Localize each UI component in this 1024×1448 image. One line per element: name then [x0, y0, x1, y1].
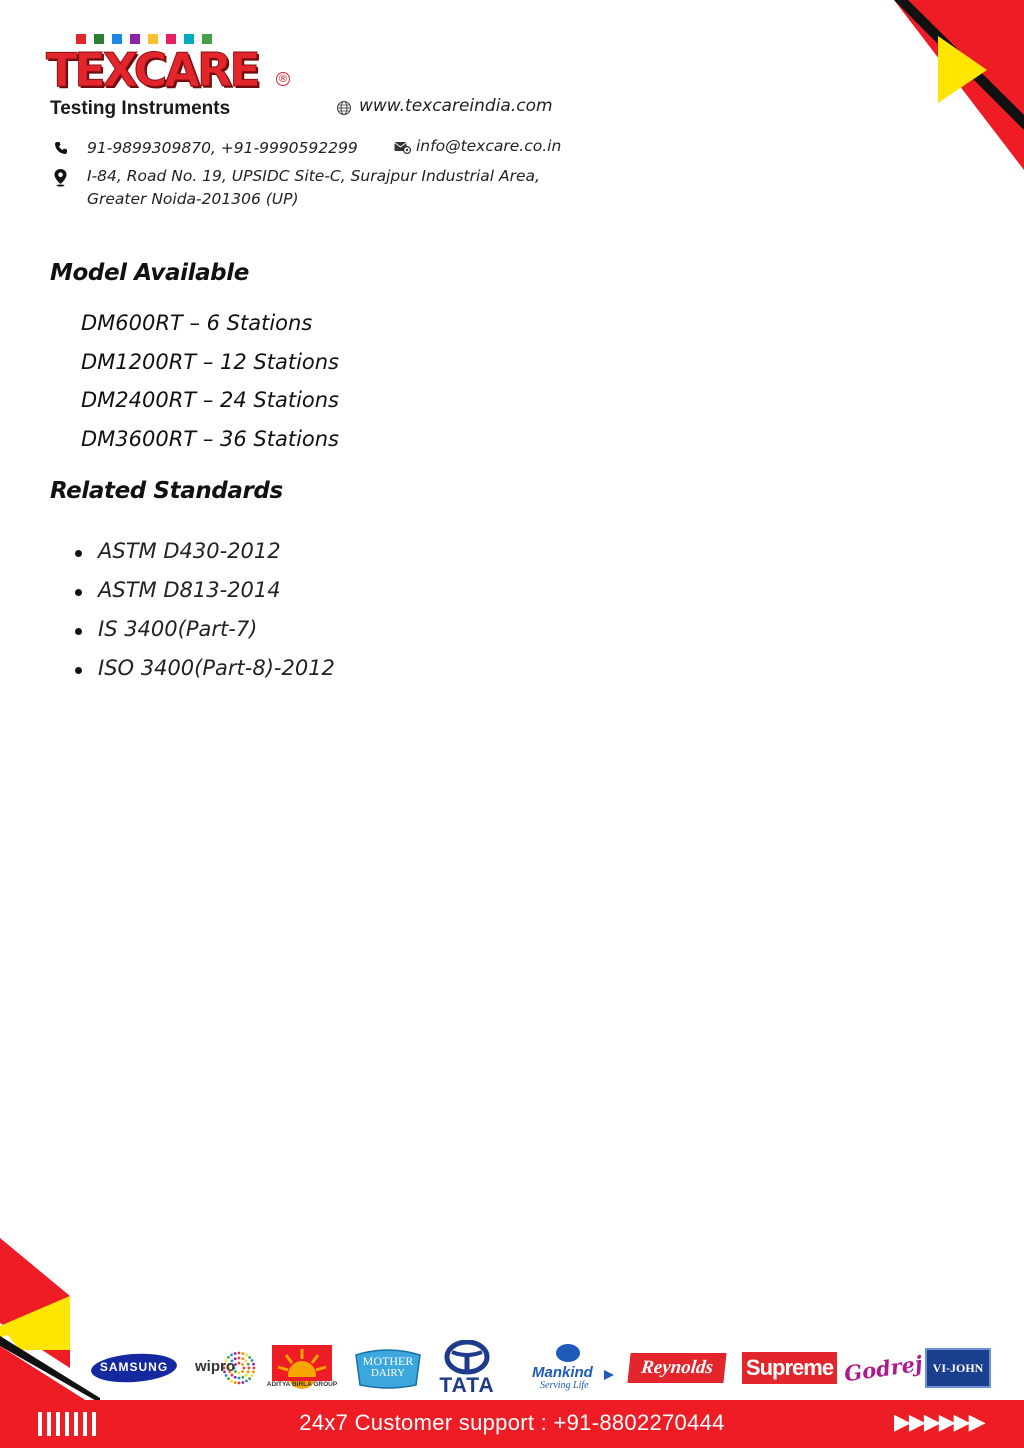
model-item: DM3600RT – 36 Stations [81, 427, 339, 451]
address-line-2: Greater Noida-201306 (UP) [87, 190, 299, 208]
corner-decoration-top-right [894, 0, 1024, 170]
globe-icon [336, 100, 352, 116]
list-bullet [75, 589, 82, 596]
model-item: DM1200RT – 12 Stations [81, 350, 339, 374]
supreme-label: Supreme [745, 1355, 834, 1380]
model-item: DM2400RT – 24 Stations [81, 388, 339, 412]
reynolds-label: Reynolds [640, 1357, 715, 1378]
client-logo-aditya-birla [266, 1340, 338, 1396]
customer-support-text: 24x7 Customer support : +91-8802270444 [299, 1410, 725, 1435]
godrej-label: Godrej [842, 1350, 924, 1386]
standards-heading: Related Standards [50, 478, 283, 504]
models-heading: Model Available [50, 260, 249, 286]
address-line-1: I-84, Road No. 19, UPSIDC Site-C, Surajpur Industrial Area, [87, 167, 540, 185]
mother-dairy-label-1: MOTHER [362, 1354, 414, 1368]
client-logo-godrej [842, 1340, 924, 1396]
client-logo-samsung [90, 1340, 178, 1396]
standard-item: ISO 3400(Part-8)-2012 [98, 656, 335, 680]
brand-subtitle: Testing Instruments [50, 98, 231, 119]
mankind-label: Mankind [532, 1364, 593, 1381]
samsung-label: SAMSUNG [99, 1360, 169, 1374]
client-logo-supreme [742, 1340, 837, 1396]
list-bullet [75, 550, 82, 557]
client-logo-mankind [528, 1340, 618, 1396]
client-logo-tata [436, 1340, 498, 1396]
reynolds-badge [627, 1353, 726, 1383]
vijohn-label: VI-JOHN [932, 1360, 984, 1375]
email-address[interactable]: info@texcare.co.in [416, 137, 562, 155]
standard-item: IS 3400(Part-7) [98, 617, 258, 641]
location-pin-icon [53, 168, 68, 187]
corner-decoration-bottom-left [0, 1238, 100, 1403]
client-logo-wipro [193, 1340, 257, 1396]
website-link[interactable]: www.texcareindia.com [359, 96, 553, 116]
standard-item: ASTM D430-2012 [98, 539, 281, 563]
phone-numbers: 91-9899309870, +91-9990592299 [87, 139, 358, 157]
list-bullet [75, 667, 82, 674]
phone-icon [54, 141, 68, 155]
standard-item: ASTM D813-2014 [98, 578, 281, 602]
client-logo-mother-dairy [352, 1340, 424, 1396]
texcare-logo [46, 34, 289, 98]
logo-wordmark: TEXCARE [46, 43, 258, 97]
list-bullet [75, 628, 82, 635]
mother-dairy-label-2: DAIRY [370, 1367, 406, 1379]
model-item: DM600RT – 6 Stations [81, 311, 313, 335]
registered-mark: ® [277, 72, 289, 85]
tata-label: TATA [439, 1374, 495, 1397]
client-logo-vijohn [925, 1340, 991, 1396]
mankind-tagline: Serving Life [540, 1380, 589, 1391]
wipro-label: wipro [195, 1358, 235, 1375]
email-icon [394, 141, 411, 154]
footer-arrows-icon: ▶▶▶▶▶▶ [894, 1410, 984, 1435]
aditya-birla-label: ADITYA BIRLA GROUP [266, 1381, 338, 1388]
client-logo-reynolds [628, 1340, 726, 1396]
supreme-badge [742, 1352, 837, 1384]
vijohn-badge [925, 1348, 991, 1388]
